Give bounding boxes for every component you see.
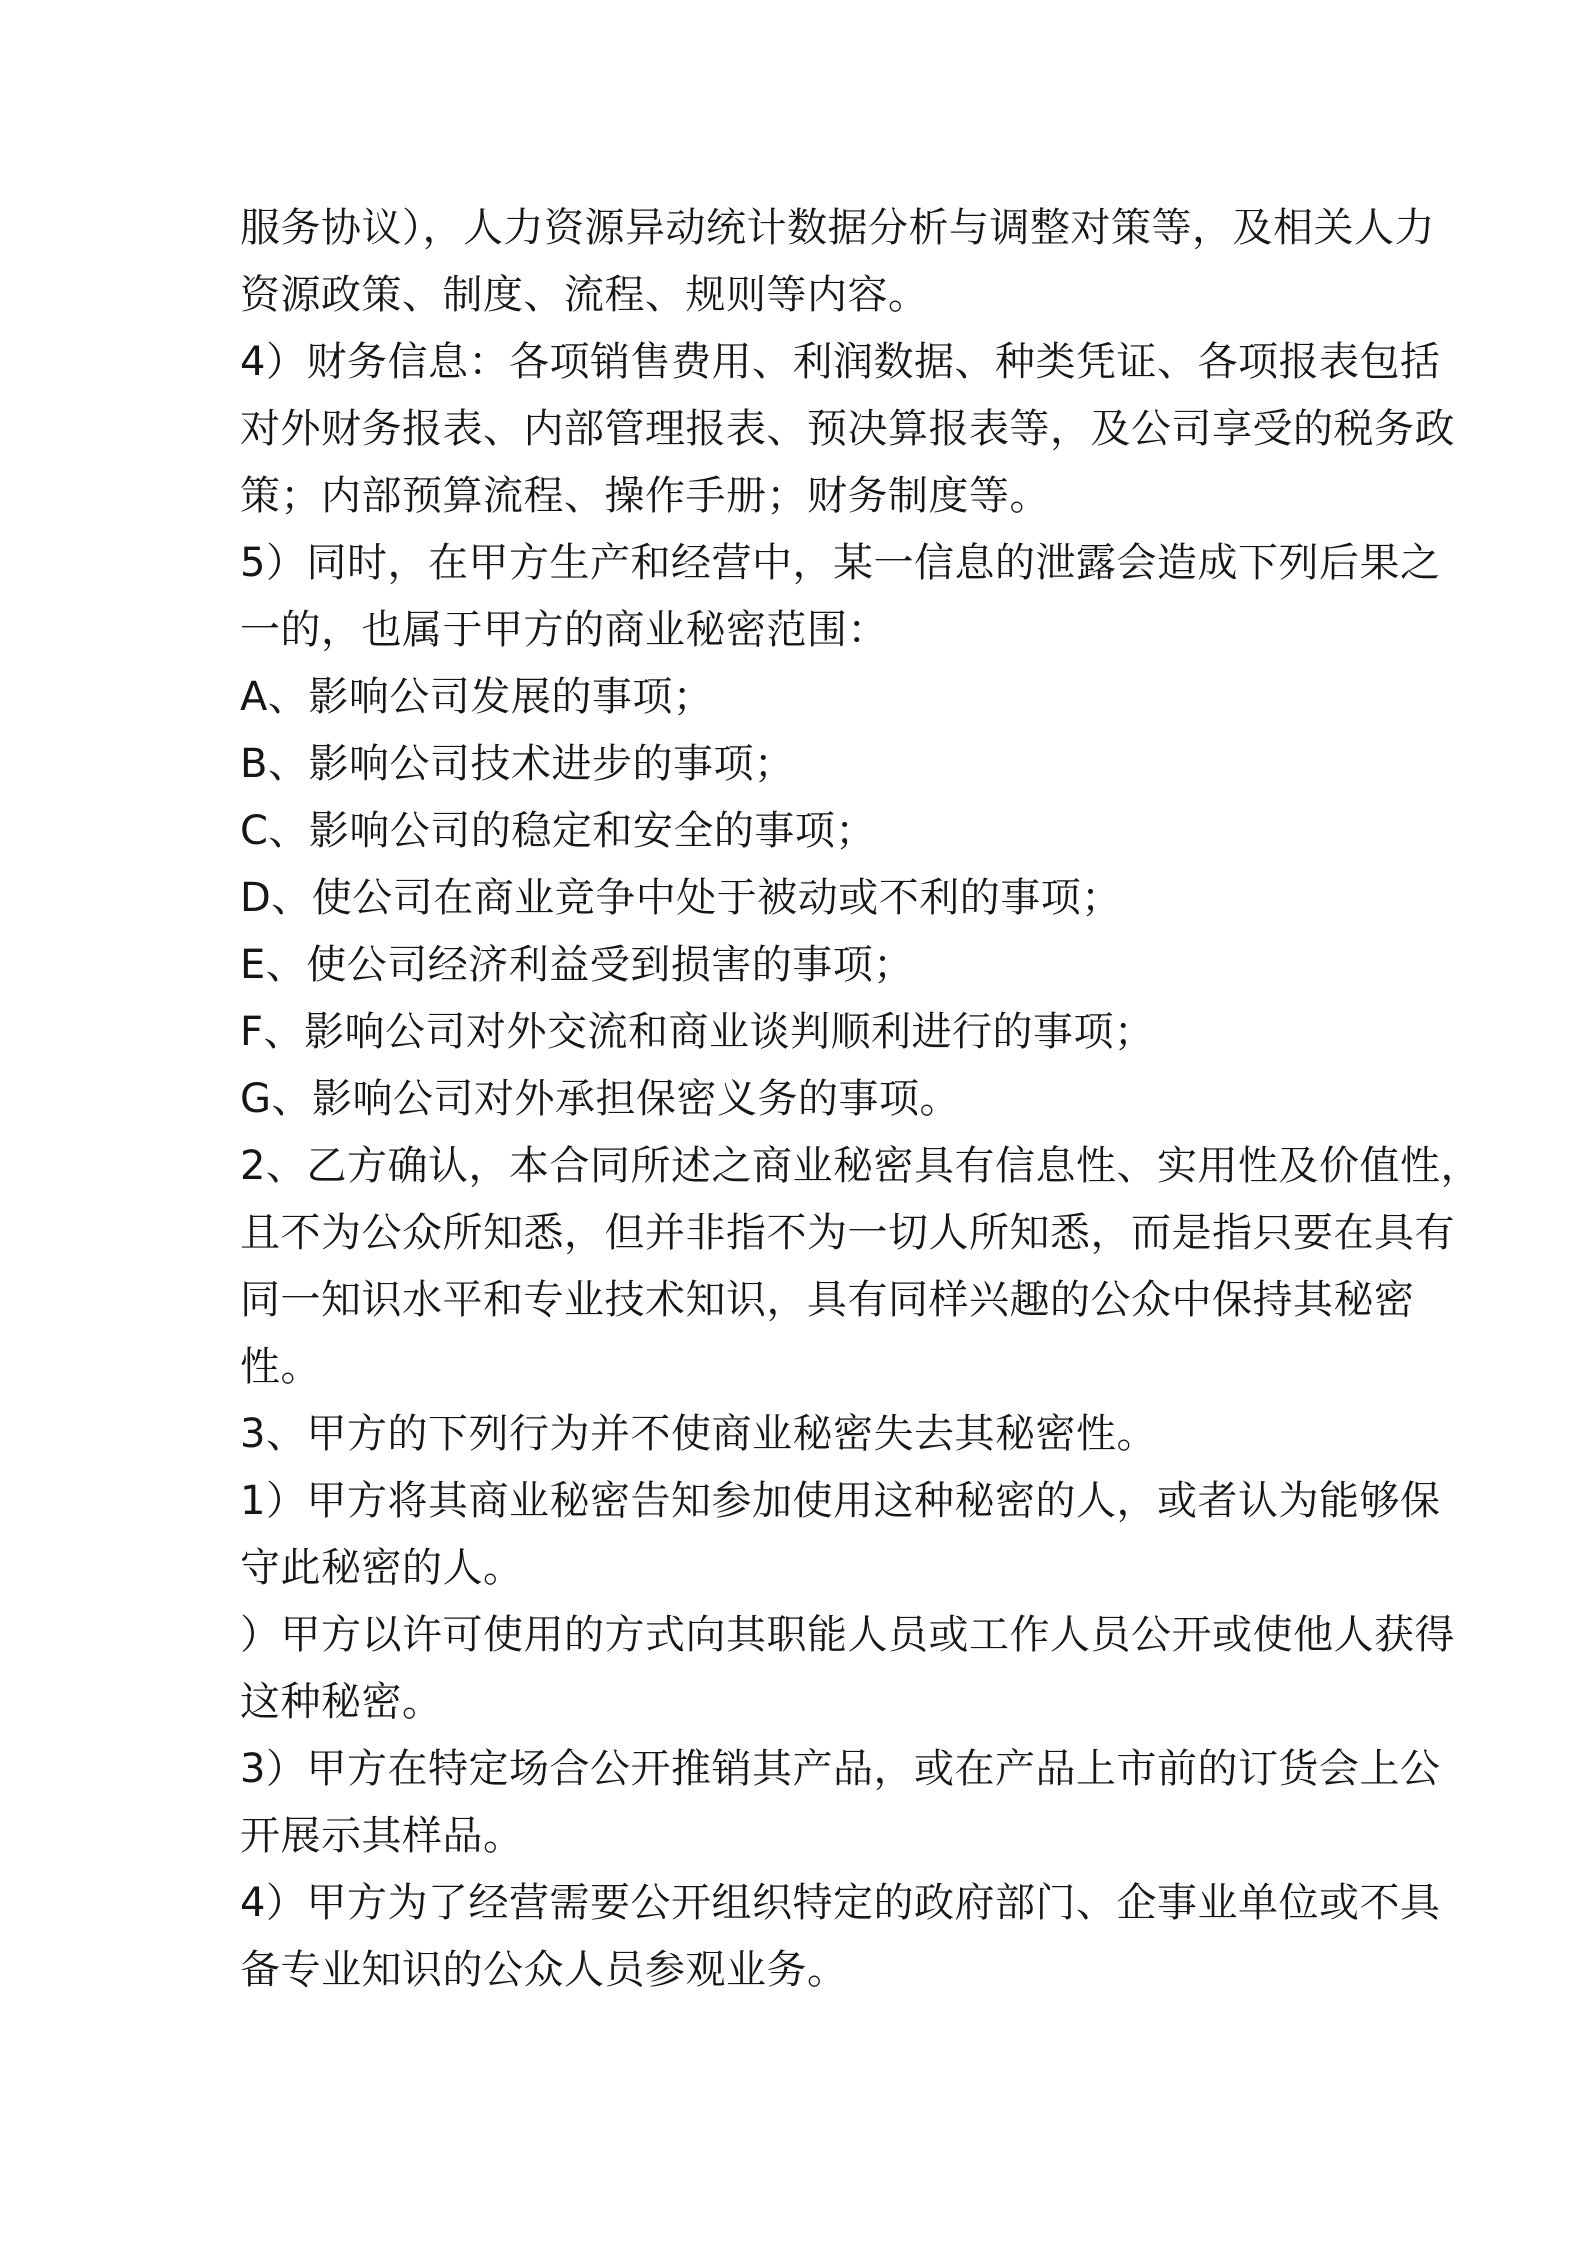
text-line: 一的，也属于甲方的商业秘密范围：: [240, 607, 888, 653]
text-line: 对外财务报表、内部管理报表、预决算报表等，及公司享受的税务政: [240, 406, 1455, 452]
text-line: 这种秘密。: [240, 1679, 443, 1725]
text-line: 5）同时，在甲方生产和经营中，某一信息的泄露会造成下列后果之: [240, 540, 1441, 586]
text-line: 4）财务信息：各项销售费用、利润数据、种类凭证、各项报表包括: [240, 339, 1441, 385]
text-line: 且不为公众所知悉，但并非指不为一切人所知悉，而是指只要在具有: [240, 1210, 1455, 1256]
text-line: 4）甲方为了经营需要公开组织特定的政府部门、企事业单位或不具: [240, 1880, 1441, 1926]
list-item: E、使公司经济利益受到损害的事项；: [240, 942, 914, 988]
text-line: 服务协议），人力资源异动统计数据分析与调整对策等，及相关人力: [240, 205, 1435, 251]
text-line: 守此秘密的人。: [240, 1545, 524, 1591]
text-line: 备专业知识的公众人员参观业务。: [240, 1947, 848, 1993]
text-line: 同一知识水平和专业技术知识，具有同样兴趣的公众中保持其秘密: [240, 1277, 1415, 1323]
text-line: 策；内部预算流程、操作手册；财务制度等。: [240, 473, 1050, 519]
list-item: G、影响公司对外承担保密义务的事项。: [240, 1076, 960, 1122]
list-item: F、影响公司对外交流和商业谈判顺利进行的事项；: [240, 1009, 1155, 1055]
list-item: D、使公司在商业竞争中处于被动或不利的事项；: [240, 875, 1122, 921]
document-body: [240, 195, 1481, 2004]
list-item: B、影响公司技术进步的事项；: [240, 741, 795, 787]
text-line: 性。: [240, 1344, 321, 1390]
list-item: A、影响公司发展的事项；: [240, 674, 714, 720]
text-line: 开展示其样品。: [240, 1813, 524, 1859]
text-line: 2、乙方确认，本合同所述之商业秘密具有信息性、实用性及价值性，: [240, 1143, 1481, 1189]
list-item: C、影响公司的稳定和安全的事项；: [240, 808, 876, 854]
text-line: 资源政策、制度、流程、规则等内容。: [240, 272, 929, 318]
text-line: ）甲方以许可使用的方式向其职能人员或工作人员公开或使他人获得: [240, 1612, 1455, 1658]
text-line: 3）甲方在特定场合公开推销其产品，或在产品上市前的订货会上公: [240, 1746, 1441, 1792]
text-line: 3、甲方的下列行为并不使商业秘密失去其秘密性。: [240, 1411, 1157, 1457]
text-line: 1）甲方将其商业秘密告知参加使用这种秘密的人，或者认为能够保: [240, 1478, 1441, 1524]
